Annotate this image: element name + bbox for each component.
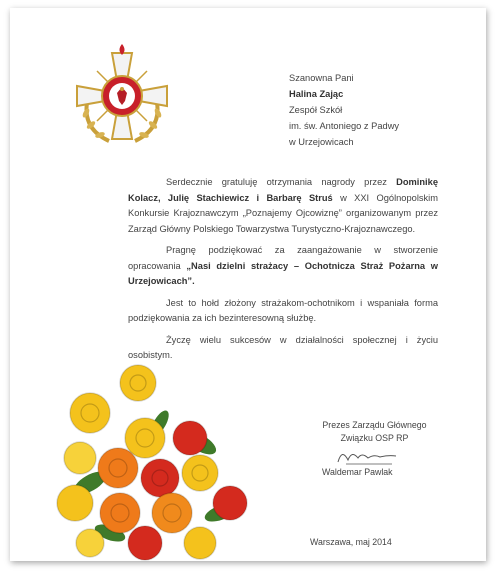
place-date: Warszawa, maj 2014	[310, 537, 392, 547]
letter-body	[128, 175, 438, 370]
p1-intro: Serdecznie gratuluję otrzymania nagrody przez	[166, 177, 387, 187]
fire-brigade-emblem-icon	[67, 41, 177, 151]
school-line-1: Zespół Szkół	[289, 105, 343, 115]
letter-page	[10, 8, 486, 561]
signer-title-2: Związku OSP RP	[340, 433, 409, 443]
recipient-address	[289, 70, 399, 150]
paragraph-2	[128, 243, 438, 290]
handwritten-signature-icon	[332, 444, 402, 466]
school-line-2: im. św. Antoniego z Padwy	[289, 121, 400, 131]
salutation: Szanowna Pani	[289, 73, 354, 83]
signer-title-1: Prezes Zarządu Głównego	[322, 420, 427, 430]
p2-intro: Pragnę podziękować za zaangażowanie w stworzenie opracowania	[128, 245, 438, 271]
p1-rest: w XXI Ogólnopolskim Konkursie Krajoznawczym „Poznajemy Ojcowiznę” organizowanym przez Zarząd Główny Polskiego Towarzystwa Turystyczno-Krajoznawczego.	[128, 192, 438, 234]
p1-names: Dominikę Kolacz, Julię Stachiewicz i Barbarę Struś	[128, 177, 438, 203]
recipient-name: Halina Zając	[289, 89, 344, 99]
school-line-3: w Urzejowicach	[289, 137, 354, 147]
signer-name: Waldemar Pawlak	[322, 467, 393, 477]
p2-title: „Nasi dzielni strażacy – Ochotnicza Straż Pożarna w Urzejowicach”.	[128, 260, 438, 286]
paragraph-4: Życzę wielu sukcesów w działalności społecznej i życiu osobistym.	[128, 334, 438, 360]
signature-block	[302, 419, 447, 445]
rose-bouquet-image	[50, 363, 260, 563]
paragraph-3: Jest to hołd złożony strażakom-ochotnikom i wspaniała forma podziękowania za ich bezinteresowną służbę.	[128, 297, 438, 323]
paragraph-1	[128, 175, 438, 237]
